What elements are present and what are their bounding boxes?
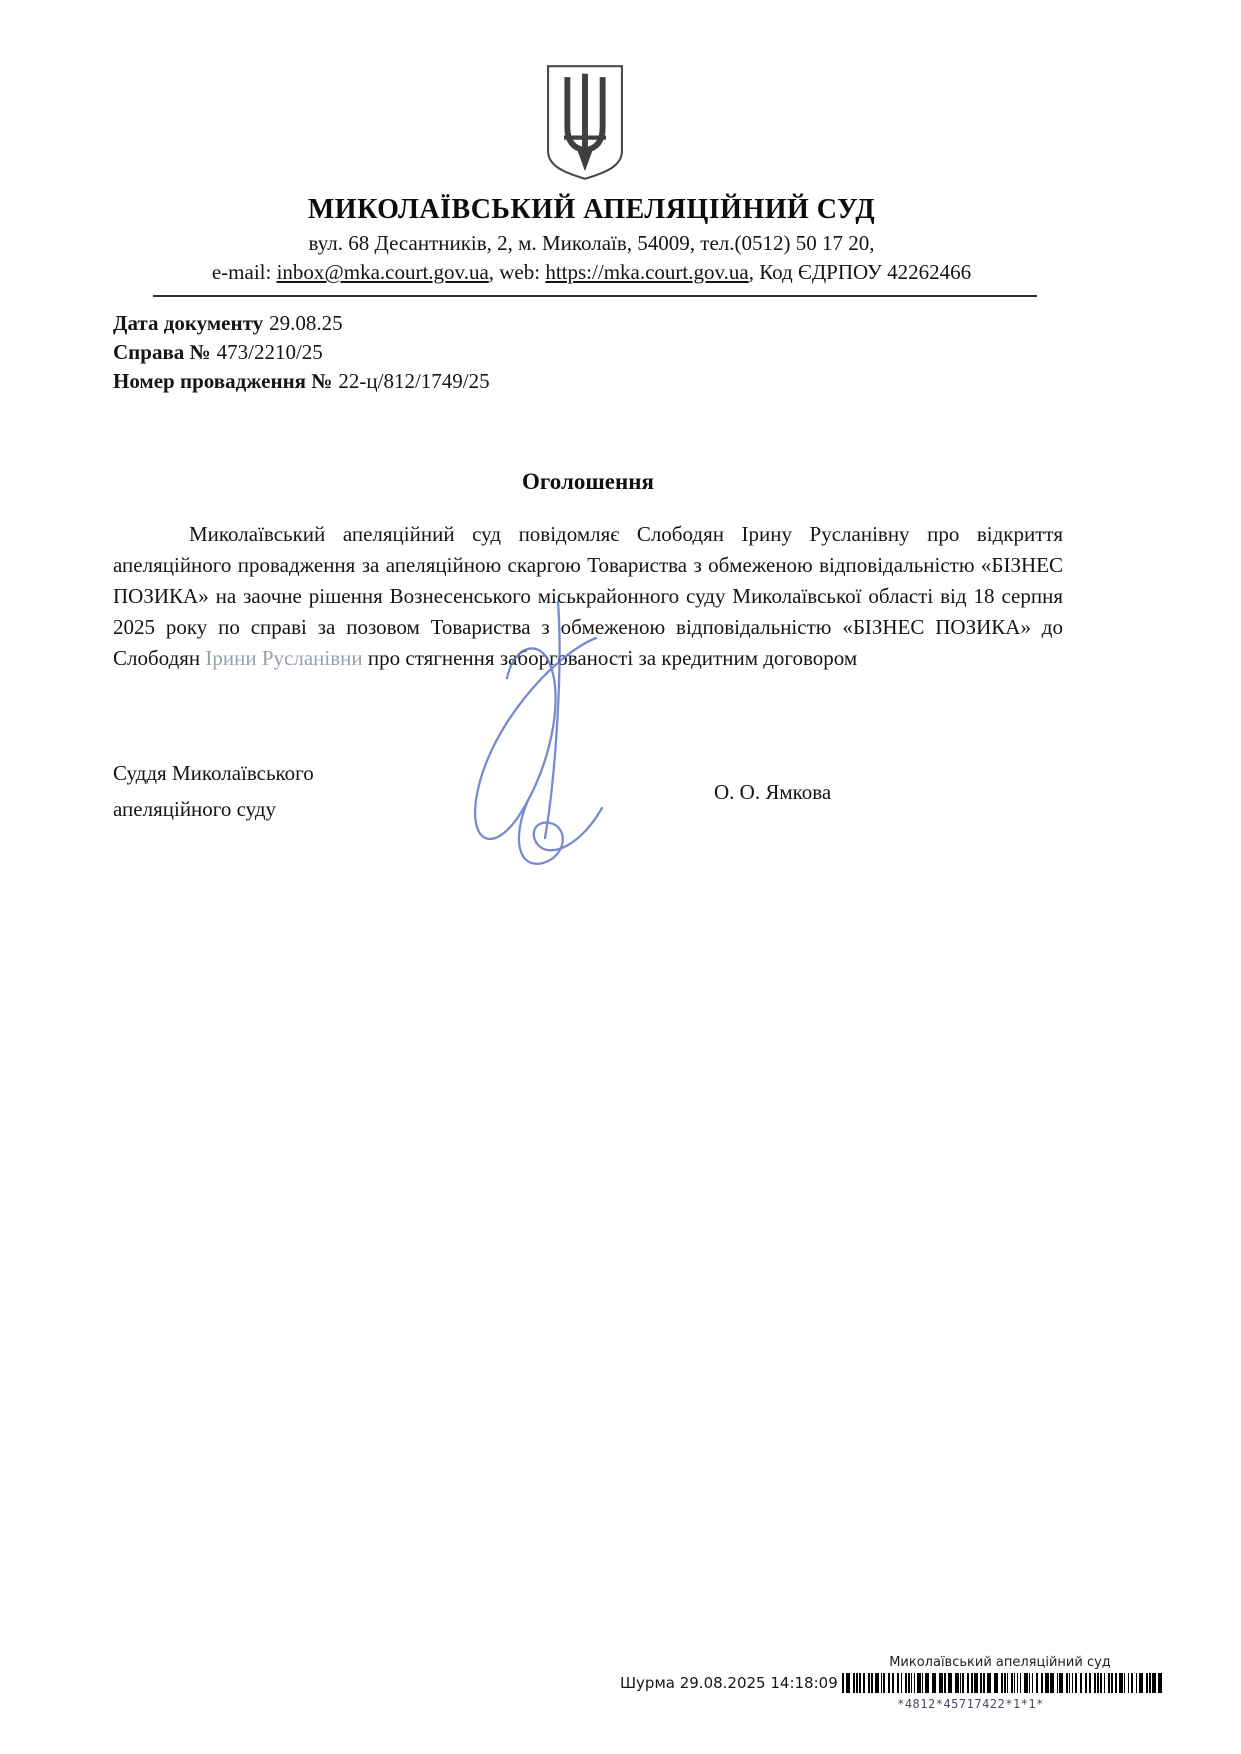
judge-title-line1: Суддя Миколаївського <box>113 761 314 785</box>
proceeding-number-row <box>113 367 1063 396</box>
case-number-value: 473/2210/25 <box>216 340 323 364</box>
header-divider <box>153 295 1037 297</box>
proceeding-number-label: Номер провадження № <box>113 369 333 393</box>
ukraine-coat-of-arms-icon <box>543 62 627 183</box>
case-number-label: Справа № <box>113 340 211 364</box>
court-contact-line <box>0 260 1183 285</box>
court-address: вул. 68 Десантників, 2, м. Миколаїв, 54009, тел.(0512) 50 17 20, <box>308 231 875 255</box>
document-meta <box>113 309 1063 396</box>
announcement-body-faded-name: Ірини Русланівни <box>205 646 363 670</box>
barcode-number: *4812*45717422*1*1* <box>897 1697 1044 1711</box>
judge-title-line2: апеляційного суду <box>113 797 277 821</box>
announcement-body-text: Миколаївський апеляційний суд повідомляє Слободян Ірину Русланівну про відкриття апеляційного провадження за апеляційною скаргою Товариства з обмеженою відповідальністю «БІЗНЕС ПОЗИКА» на заочне рішення Вознесенського міськрайонного суду Миколаївської області від 18 серпня 2025 року по справі за позовом Товариства з обмеженою відповідальністю «БІЗНЕС ПОЗИКА» до Слободян <box>113 522 1063 670</box>
email-label: e-mail: <box>211 260 277 284</box>
email-link[interactable]: inbox@mka.court.gov.ua <box>276 260 489 284</box>
handwritten-signature-icon <box>428 600 633 890</box>
judge-name: О. О. Ямкова <box>714 780 832 804</box>
case-number-row <box>113 338 1063 367</box>
announcement-heading: Оголошення <box>522 469 654 494</box>
web-label: , web: <box>488 260 546 284</box>
document-date-label: Дата документу <box>113 311 264 335</box>
proceeding-number-value: 22-ц/812/1749/25 <box>338 369 490 393</box>
judge-title <box>113 755 314 827</box>
document-date-row <box>113 309 1063 338</box>
edrpou-code: , Код ЄДРПОУ 42262466 <box>748 260 972 284</box>
footer-stamp-text: Шурма 29.08.2025 14:18:09 <box>620 1674 838 1692</box>
court-title: МИКОЛАЇВСЬКИЙ АПЕЛЯЦІЙНИЙ СУД <box>307 194 876 225</box>
barcode-icon <box>842 1673 1162 1693</box>
announcement-body-text-end: про стягнення заборгованості за кредитним договором <box>362 646 858 670</box>
web-link[interactable]: https://mka.court.gov.ua <box>545 260 749 284</box>
footer-court-name: Миколаївський апеляційний суд <box>889 1655 1111 1670</box>
footer-stamp-line <box>620 1672 1162 1694</box>
document-date-value: 29.08.25 <box>269 311 343 335</box>
